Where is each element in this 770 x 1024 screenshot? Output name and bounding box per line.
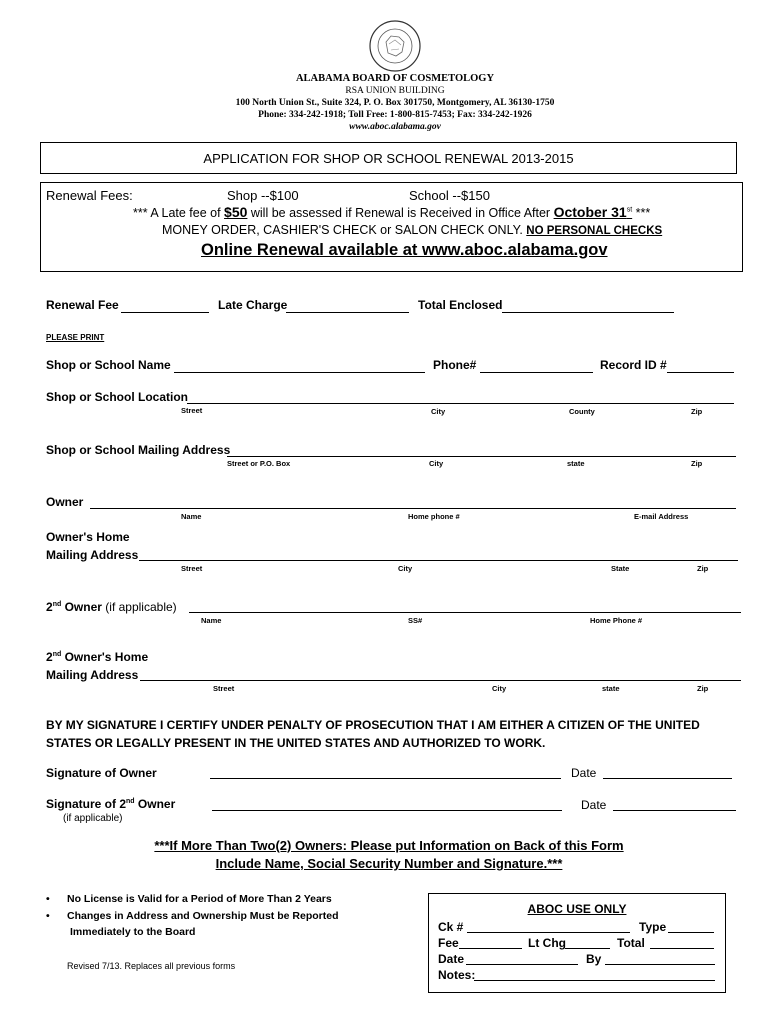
owner-home-input[interactable] (139, 560, 738, 561)
owner-home-label-2: Mailing Address (46, 548, 139, 562)
late-fee-notice: *** A Late fee of $50 will be assessed if Renewal is Received in Office After October 31st *** (133, 204, 651, 220)
mailing-sub-street: Street or P.O. Box (227, 459, 291, 468)
office-total-label: Total (617, 936, 645, 950)
mailing-sub-state: state (567, 459, 585, 468)
owner-home-sub-street: Street (181, 564, 203, 573)
signature-owner-input[interactable] (210, 778, 561, 779)
shop-name-label: Shop or School Name (46, 358, 171, 372)
second-owner-label: 2nd Owner (if applicable) (46, 600, 177, 614)
signature-second-label: Signature of 2nd Owner (46, 797, 176, 811)
late-charge-input[interactable] (286, 312, 409, 313)
office-date-input[interactable] (466, 964, 578, 965)
revised-note: Revised 7/13. Replaces all previous forms (67, 961, 236, 971)
renewal-fees-label: Renewal Fees: (46, 188, 133, 203)
signature-owner-label: Signature of Owner (46, 766, 157, 780)
org-name: ALABAMA BOARD OF COSMETOLOGY (295, 73, 495, 84)
mailing-label: Shop or School Mailing Address (46, 443, 231, 457)
payment-methods: MONEY ORDER, CASHIER'S CHECK or SALON CHECK ONLY. NO PERSONAL CHECKS (162, 223, 663, 237)
shop-name-input[interactable] (174, 372, 425, 373)
office-ltchg-label: Lt Chg (528, 936, 566, 950)
owner-input[interactable] (90, 508, 736, 509)
seal-icon (369, 20, 421, 72)
total-enclosed-input[interactable] (502, 312, 674, 313)
owner-sub-email: E-mail Address (634, 512, 689, 521)
late-fee-date: October 31st (553, 204, 633, 220)
org-building: RSA UNION BUILDING (345, 86, 445, 96)
title-box (40, 142, 737, 174)
second-home-sub-zip: Zip (697, 684, 709, 693)
owner-sub-name: Name (181, 512, 202, 521)
phone-input[interactable] (480, 372, 593, 373)
owner-home-sub-zip: Zip (697, 564, 709, 573)
bullet-item-continued: Immediately to the Board (70, 926, 196, 938)
location-sub-street: Street (181, 406, 203, 415)
owner-home-label-1: Owner's Home (46, 530, 130, 544)
bullet-item: • Changes in Address and Ownership Must be Reported (46, 910, 339, 922)
total-enclosed-label: Total Enclosed (418, 298, 503, 312)
signature-second-input[interactable] (212, 810, 562, 811)
second-home-sub-state: state (602, 684, 620, 693)
second-home-sub-street: Street (213, 684, 235, 693)
owner-home-sub-state: State (611, 564, 630, 573)
second-owner-applicable: (if applicable) (105, 600, 177, 614)
bullet-item: • No License is Valid for a Period of More Than 2 Years (46, 893, 332, 905)
late-fee-amount: $50 (224, 204, 248, 220)
office-use-title: ABOC USE ONLY (527, 902, 627, 916)
mailing-input[interactable] (227, 456, 736, 457)
late-charge-label: Late Charge (218, 298, 288, 312)
owner-home-sub-city: City (398, 564, 413, 573)
renewal-fee-label: Renewal Fee (46, 298, 119, 312)
please-print: PLEASE PRINT (46, 333, 105, 342)
school-fee: School --$150 (409, 188, 490, 203)
location-sub-county: County (569, 407, 595, 416)
owner-label: Owner (46, 495, 84, 509)
office-type-label: Type (639, 920, 667, 934)
office-fee-label: Fee (438, 936, 459, 950)
office-notes-input[interactable] (474, 980, 715, 981)
second-home-sub-city: City (492, 684, 507, 693)
second-owner-sub-ss: SS# (408, 616, 423, 625)
second-home-input[interactable] (140, 680, 741, 681)
signature-second-date-label: Date (581, 798, 607, 812)
state-seal (369, 20, 421, 72)
certification-text: BY MY SIGNATURE I CERTIFY UNDER PENALTY OF PROSECUTION THAT I AM EITHER A CITIZEN OF THE UNITED STATES OR LEGALLY PRESENT IN THE UNITED STATES AND AUTHORIZED TO WORK. (46, 718, 700, 750)
signature-second-date-input[interactable] (613, 810, 736, 811)
owner-sub-phone: Home phone # (408, 512, 460, 521)
location-label: Shop or School Location (46, 390, 188, 404)
form-title: APPLICATION FOR SHOP OR SCHOOL RENEWAL 2013-2015 (203, 151, 574, 166)
no-personal-checks: NO PERSONAL CHECKS (526, 225, 663, 237)
signature-second-applicable: (if applicable) (63, 813, 123, 824)
office-ck-label: Ck # (438, 920, 464, 934)
signature-owner-date-input[interactable] (603, 778, 732, 779)
mailing-sub-zip: Zip (691, 459, 703, 468)
org-website: www.aboc.alabama.gov (349, 122, 441, 132)
second-home-label-1: 2nd Owner's Home (46, 650, 149, 664)
office-total-input[interactable] (650, 948, 714, 949)
office-ltchg-input[interactable] (565, 948, 610, 949)
renewal-fee-input[interactable] (121, 312, 209, 313)
office-by-label: By (586, 952, 602, 966)
second-owner-sub-phone: Home Phone # (590, 616, 643, 625)
fees-box (40, 182, 743, 272)
org-phones: Phone: 334-242-1918; Toll Free: 1-800-815-7453; Fax: 334-242-1926 (258, 110, 532, 120)
org-address: 100 North Union St., Suite 324, P. O. Box 301750, Montgomery, AL 36130-1750 (235, 98, 555, 108)
mailing-sub-city: City (429, 459, 444, 468)
office-by-input[interactable] (605, 964, 715, 965)
record-id-input[interactable] (667, 372, 734, 373)
online-renewal: Online Renewal available at www.aboc.alabama.gov (201, 241, 608, 259)
office-notes-label: Notes: (438, 968, 476, 982)
second-home-label-2: Mailing Address (46, 668, 139, 682)
location-sub-city: City (431, 407, 446, 416)
signature-owner-date-label: Date (571, 766, 597, 780)
location-input[interactable] (187, 403, 734, 404)
owners-notice-line1: ***If More Than Two(2) Owners: Please put Information on Back of this Form (154, 838, 624, 853)
office-fee-input[interactable] (459, 948, 522, 949)
owners-notice-line2: Include Name, Social Security Number and Signature.*** (215, 856, 563, 871)
office-type-input[interactable] (668, 932, 714, 933)
second-owner-sub-name: Name (201, 616, 222, 625)
second-owner-input[interactable] (189, 612, 741, 613)
shop-fee: Shop --$100 (227, 188, 299, 203)
record-id-label: Record ID # (600, 358, 667, 372)
office-date-label: Date (438, 952, 465, 966)
location-sub-zip: Zip (691, 407, 703, 416)
office-ck-input[interactable] (467, 932, 630, 933)
phone-label: Phone# (433, 358, 477, 372)
